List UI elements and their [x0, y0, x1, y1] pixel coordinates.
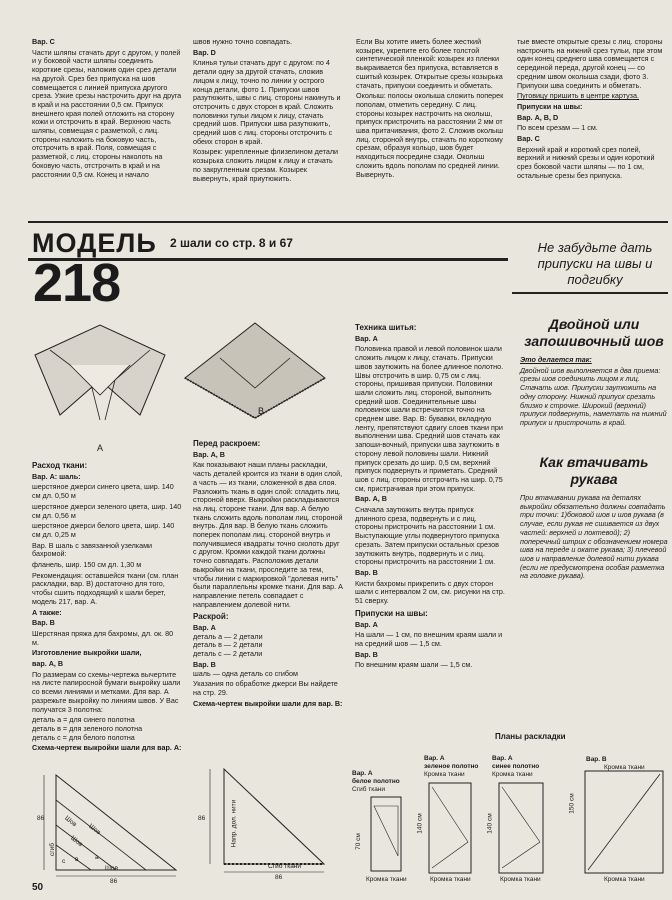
- pattern-diagram-b: [196, 764, 346, 876]
- right-p3: Вар. А, В: [355, 494, 387, 504]
- plan1-rect: [370, 796, 402, 872]
- left-p10: Шерстяная пряжа для бахромы, дл. ок. 80 м.: [32, 628, 174, 647]
- left-p17: Схема-чертеж выкройки шали для вар. А:: [32, 743, 182, 753]
- diag-b-86-h: 86: [275, 874, 283, 881]
- top-col-3: [356, 38, 506, 181]
- reminder-note: Не забудьте дать припуски на швы и подгибку: [537, 240, 653, 287]
- side-p1: Двойной шов выполняется в два приема: срезы шов соединить лицом к лиц. Стачать шов. Припуски заутюжить на одну сторону. Нижний припуск срезать близко к строчке. Широкий (верхний) припуск подвернуть, наметать на нижний припуск и пристрочить в край.: [520, 365, 667, 427]
- mid-p0: Перед раскроем:: [193, 439, 261, 448]
- mid-p5: деталь а — 2 детали: [193, 631, 263, 641]
- left-p12: вар. А, В: [32, 659, 64, 669]
- plan4-dim: 150 см: [568, 793, 576, 814]
- diag-b-grain: Напр. дол. нити: [230, 799, 238, 848]
- plan3-edge: Кромка ткани: [500, 876, 541, 883]
- shawl-figure-b: [180, 318, 330, 428]
- top-col2-p3: Козырек: укрепленные флизелином детали козырька сложить лицом к лицу и стачать по закругленным срезам. Козырек вывернуть, край приутюжить.: [193, 147, 339, 183]
- diag-a-shov3: Шов: [63, 814, 78, 829]
- right-p11: По внешним краям шали — 1,5 см.: [355, 660, 473, 670]
- diag-a-shov4: Шов: [105, 865, 119, 872]
- plan1-sub: белое полотно: [352, 778, 400, 785]
- col-right: [355, 324, 505, 672]
- right-p5: Вар. В: [355, 567, 378, 577]
- diag-a-fold: сгиб: [48, 843, 56, 856]
- top-col3-p1: Околыш: полосы околыша сложить поперек пополам, отметить середину. С лиц. стороны козырек настрочить на околыш, припуск пристрочить на расстоянии 2 мм от шва притачивания, фото 2. Сложив околыш лиц. стороной внутрь, стачать по короткому срезам, образуя кольцо, шов будет находиться посредине сзади. Околыш сложить вдоль пополам по средней линии. Вывернуть.: [356, 91, 504, 179]
- plan2-var: Вар. А: [424, 755, 445, 762]
- mid-p7: деталь с — 2 детали: [193, 649, 263, 659]
- col-left: [32, 462, 182, 755]
- left-p6: фланель, шир. 150 см дл. 1,30 м: [32, 560, 142, 570]
- mid-p11: Схема-чертеж выкройки шали для вар. В:: [193, 698, 343, 708]
- diag-a-b: в: [75, 856, 79, 863]
- left-p14: деталь а = для синего полотна: [32, 715, 135, 725]
- diag-a-a: а: [95, 854, 99, 861]
- plan2-dim: 140 см: [416, 813, 424, 834]
- top-col3-p0: Если Вы хотите иметь более жесткий козырек, укрепите его более толстой синтетической пленкой: козырек из пленки выкраивается без припуска, вставляется в сшитый козырек. Открытые срезы козырька стачать, припуски соединить и обметать.: [356, 37, 503, 90]
- top-col-4: [517, 38, 667, 183]
- top-col4-p3: Вар. А, В, D: [517, 112, 559, 122]
- right-p4: Сначала заутюжить внутрь припуск длинного среза, подвернуть и с лиц. стороны пристрочить на расстоянии 1 см. Выступающие углы подвернутого припуска срезать. Затем припуски остальных срезов заутюжить внутрь, подвернуть и с лиц. стороны пристрочить на расстоянии 1 см.: [355, 505, 500, 567]
- side-heading-1: Двойной или запошивочный шов: [524, 316, 664, 349]
- left-p16: деталь с = для белого полотна: [32, 732, 135, 742]
- plan3-sub: синее полотно: [492, 763, 540, 770]
- right-p8: Вар. А: [355, 619, 378, 629]
- diag-a-c: с: [62, 858, 66, 865]
- col-mid: [193, 440, 343, 710]
- top-col4-p2: Припуски на швы:: [517, 101, 583, 111]
- right-p2: Половинка правой и левой половинок шали сложить лицом к лицу, стачать. Припуски швов заутюжить на более длинное полотно. Швы отстрочить в шир. 0,75 см с лиц. стороны, пришивая припуски. Половинки шали сложить лиц. стороной, выполнить средний шов. Соединительные швы половинок шали встречаются точно на среднем шве. Вар. В: бувавки, вкладную ленту, препятствуют сдвигу слоев ткани при выполнении шва. Средний шов стачать как запоши-вочный, припуски шва заутюжить в сторону левой половины шали. Нижний припуск срезать до шир. 0,5 см, верхний припуск подвернуть и приметать. Средний шов с лиц. стороны отстрочить на шир. 0,75 см, пристрачивая при этом припуск.: [355, 344, 504, 493]
- fig-b-label: В: [258, 406, 265, 416]
- left-p13: По размерам со схемы-чертежа вычертите на листе папиросной бумаги выкройку шали со всеми линиями и метками. Для вар. А разрежьте выкройку по линиям швов. У Вас получатся 3 полотна:: [32, 669, 181, 714]
- right-p10: Вар. В: [355, 649, 378, 659]
- top-col1-text: Части шляпы стачать друг с другом, у полей и у боковой части шляпы соединить короткие срезы, наложив один срез детали на другой. Срез без припуска на шов совмещается с линией припуска другого среза. Узкие срезы настрочить друг на друга в край и на расстоянии 0,5 см. Припуск внешнего края полей отложить на сторону кожи и отстрочить в край. Верхнюю часть шляпы, совмещая с разметкой, с лиц. стороны наложить на боковую часть, отстрочить в край. Поля, совмещая с разметкой, с лиц. стороны наколоть на боковую часть, отстрочить в край и на расстоянии 0,5 см. Конец и начало: [32, 47, 182, 179]
- top-col4-p0: тые вместе открытые срезы с лиц. стороны настрочить на нижний срез тульи, при этом один конец среднего шва совмещается с серединой переда, другой конец — со средним швом околыша сзади, фото 3. Припуски шва соединить и обметать.: [517, 37, 663, 90]
- plan3-var: Вар. А: [492, 755, 513, 762]
- top-col2-head: Вар. D: [193, 47, 216, 57]
- plan4-var: Вар. В: [586, 756, 607, 763]
- left-p5: Вар. В шаль с завязанной узелками бахромой:: [32, 540, 153, 559]
- plan3-rect: [498, 782, 544, 874]
- diag-a-86-v: 86: [37, 815, 45, 822]
- plan2-edge: Кромка ткани: [430, 876, 471, 883]
- diag-a-86-h: 86: [110, 878, 118, 885]
- side-col-1: [520, 356, 668, 430]
- top-col4-p6: Верхний край и короткий срез полей, верхний и нижний срезы и один короткий срез боковой части шляпы — по 1 см, остальные срезы без припуска.: [517, 144, 655, 180]
- mid-p2: Как показывают наши планы раскладки, часть деталей кроится из ткани в один слой, а часть — из ткани, сложенной в два слоя. Разложить ткань в один слой: сгладить лиц. стороной вверх. Выкройки раскладываются на лиц. стороне ткани. Для вар. А белую ткань сложить вдоль пополам лиц. стороной внутрь. Для вар. В белую ткань сложить поперек пополам лиц. стороной внутрь и получившиеся квадраты точно сколоть друг с другом. Кромки каждой ткани должны точно совпадать. Расположив детали выкройки на ткани, проследите за тем, чтобы линии с маркировкой "долевая нить" были параллельны кромке ткани. Для вар. А направление петель совпадает с направлением долевой нити.: [193, 460, 343, 609]
- plan4-rect: [584, 770, 664, 874]
- left-p4: шерстяное джерси белого цвета, шир. 140 см дл. 0,25 м: [32, 521, 175, 539]
- left-p8: А также:: [32, 607, 62, 617]
- plan1-dim: 70 см: [354, 833, 362, 850]
- plan1-var: Вар. А: [352, 770, 373, 777]
- plan1-note: Сгиб ткани: [352, 786, 386, 793]
- shawl-figure-a: [30, 320, 170, 440]
- top-col1-head: Вар. С: [32, 37, 55, 46]
- right-p9: На шали — 1 см, по внешним краям шали и на средний шов — 1,5 см.: [355, 630, 503, 648]
- plan2-note: Кромка ткани: [424, 771, 465, 778]
- left-p2: шерстяное джерси синего цвета, шир. 140 см дл. 0,50 м: [32, 482, 174, 501]
- top-separator: [28, 221, 668, 223]
- left-p1: Вар. А: шаль:: [32, 471, 81, 481]
- model-number: 218: [33, 253, 121, 313]
- diag-a-shov2: Шов: [69, 834, 84, 849]
- side-p2: При втачивании рукава на деталях выкройки обязательно должны совпадать три точки: 1)боковой шов и шов рукава (в случае, если рукав не сшивается из двух частей: верхней и локтевой); 2) поперечный штрих с обозначением номера шва на переде и окате рукава; 3) плечевой шов и направление долевой нити рукава (если не предусмотрена особая разметка на головке рукава).: [520, 493, 668, 581]
- plan1-edge: Кромка ткани: [366, 876, 407, 883]
- top-col-2: [193, 38, 341, 185]
- page-number: 50: [32, 882, 44, 893]
- top-col4-p5: Вар. С: [517, 134, 540, 144]
- top-col-1: [32, 38, 184, 181]
- layout-title: Планы раскладки: [495, 732, 566, 741]
- fig-a-label: А: [97, 443, 104, 453]
- plan3-dim: 140 см: [486, 813, 494, 834]
- diag-a-shov1: Шов: [87, 822, 102, 837]
- right-p7: Припуски на швы:: [355, 608, 428, 618]
- side-col-2: [520, 494, 668, 583]
- right-p1: Вар. А: [355, 333, 378, 343]
- diag-b-fold: Сгиб ткани: [268, 863, 302, 870]
- top-col2-p2: Клинья тульи стачать друг с другом: по 4 детали одну за другой стачать, сложив лицом к лицу, точно по линии у острого конца детали, фото 1. Припуски швов разутюжить, швы с лиц. стороны накинуть и отстрочить с двух сторон в край. Сложить половинки тульи лицом к лицу, стачать средний шов. Припуски шва разутюжить, средний шов с лиц. стороны отстрочить с обеих сторон в край.: [193, 58, 341, 146]
- mid-p10: Указания по обработке джерси Вы найдете на стр. 29.: [193, 679, 338, 697]
- top-col4-p4: По всем срезам — 1 см.: [517, 123, 598, 133]
- model-subtitle: 2 шали со стр. 8 и 67: [170, 236, 293, 250]
- reminder-rule: [512, 292, 668, 294]
- plan3-note: Кромка ткани: [492, 771, 533, 778]
- top-col2-p0: швов нужно точно совпадать.: [193, 37, 292, 46]
- model-word: МОДЕЛЬ: [32, 228, 157, 258]
- side-p1-title: Это делается так:: [520, 355, 592, 364]
- left-p9: Вар. В: [32, 618, 55, 628]
- left-p3: шерстяное джерси зеленого цвета, шир. 140 см дл. 0,56 м: [32, 501, 182, 520]
- plan4-note: Кромка ткани: [604, 764, 645, 771]
- mid-p6: деталь в — 2 детали: [193, 640, 263, 650]
- mid-p1: Вар. А, В: [193, 449, 225, 459]
- pattern-diagram-a: [36, 770, 186, 880]
- right-p6: Кисти бахромы прикрепить с двух сторон шали с интервалом 2 см, см. рисунки на стр. 51 сверху.: [355, 578, 505, 606]
- mid-p8: Вар. В: [193, 659, 216, 669]
- side-heading-2: Как втачивать рукава: [539, 454, 649, 487]
- diag-b-86-v: 86: [198, 815, 206, 822]
- mid-p3: Раскрой:: [193, 612, 229, 622]
- left-p15: деталь в = для зеленого полотна: [32, 723, 143, 733]
- mid-p9: шаль — одна деталь со сгибом: [193, 668, 298, 678]
- mid-p4: Вар. А: [193, 623, 216, 633]
- left-p11: Изготовление выкройки шали,: [32, 648, 142, 658]
- left-p0: Расход ткани:: [32, 461, 88, 470]
- plan2-sub: зеленое полотно: [424, 763, 479, 770]
- plan2-rect: [428, 782, 472, 874]
- plan4-edge: Кромка ткани: [604, 876, 645, 883]
- right-p0: Техника шитья:: [355, 323, 417, 332]
- top-col4-p1: Пуговицу пришить в центре картуза.: [517, 91, 639, 101]
- left-p7: Рекомендация: оставшейся ткани (см. план раскладки, вар. В) достаточно для того, чтобы сшить подходящий к шали берет, модель 217, вар. А.: [32, 570, 179, 606]
